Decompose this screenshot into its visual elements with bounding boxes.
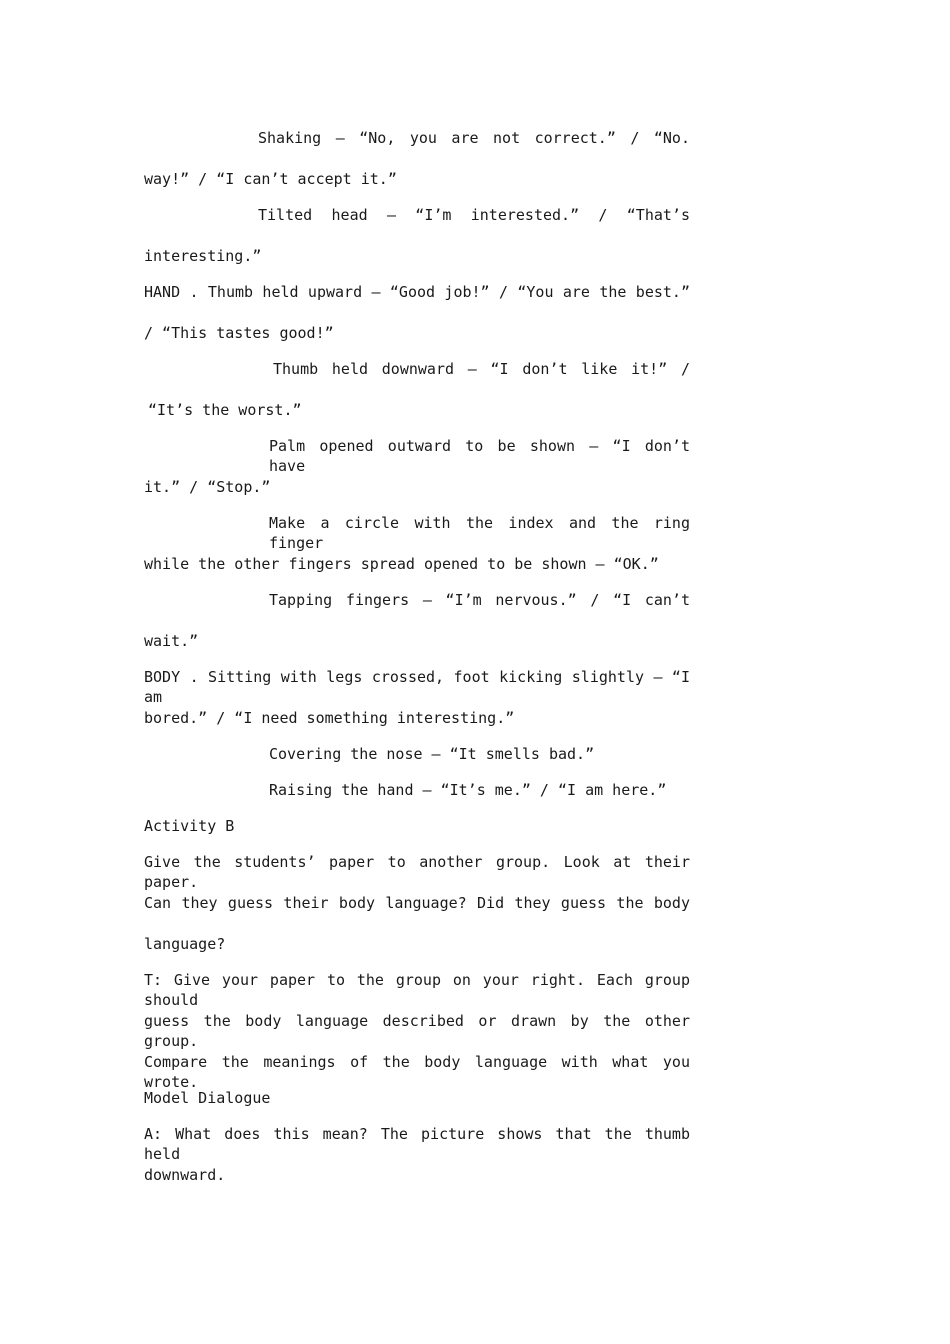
section-heading-body: BODY . Sitting with legs crossed, foot kicking slightly – “I am [144, 668, 690, 706]
text-line: T: Give your paper to the group on your right. Each group should [144, 971, 690, 1009]
text-line: downward. [144, 1166, 226, 1184]
text-line: it.” / “Stop.” [144, 478, 271, 496]
text-line: Make a circle with the index and the ring finger [269, 514, 690, 552]
text-line: wait.” [144, 632, 199, 650]
text-line: / “This tastes good!” [144, 324, 334, 342]
text-line: Compare the meanings of the body language with what you wrote. [144, 1053, 690, 1091]
activity-heading: Activity B [144, 817, 235, 835]
text-line: Palm opened outward to be shown – “I don’t have [269, 437, 690, 475]
text-line: Tapping fingers – “I’m nervous.” / “I can’t [269, 591, 690, 609]
text-line: interesting.” [144, 247, 262, 265]
text-line: while the other fingers spread opened to be shown – “OK.” [144, 555, 659, 573]
text-line: A: What does this mean? The picture shows that the thumb held [144, 1125, 690, 1163]
text-line: Covering the nose – “It smells bad.” [269, 745, 595, 763]
text-line: Raising the hand – “It’s me.” / “I am here.” [269, 781, 667, 799]
text-line: Shaking – “No, you are not correct.” / “No. [258, 129, 690, 147]
section-heading-hand: HAND . Thumb held upward – “Good job!” / “You are the best.” [144, 283, 690, 301]
text-line: language? [144, 935, 226, 953]
text-line: way!” / “I can’t accept it.” [144, 170, 397, 188]
text-line: “It’s the worst.” [148, 401, 302, 419]
text-line: guess the body language described or drawn by the other group. [144, 1012, 690, 1050]
text-line: Can they guess their body language? Did they guess the body [144, 894, 690, 912]
text-line: Tilted head – “I’m interested.” / “That’s [258, 206, 690, 224]
text-line: bored.” / “I need something interesting.” [144, 709, 515, 727]
text-line: Thumb held downward – “I don’t like it!” / [273, 360, 690, 378]
text-line: Give the students’ paper to another group. Look at their paper. [144, 853, 690, 891]
dialogue-heading: Model Dialogue [144, 1089, 271, 1107]
